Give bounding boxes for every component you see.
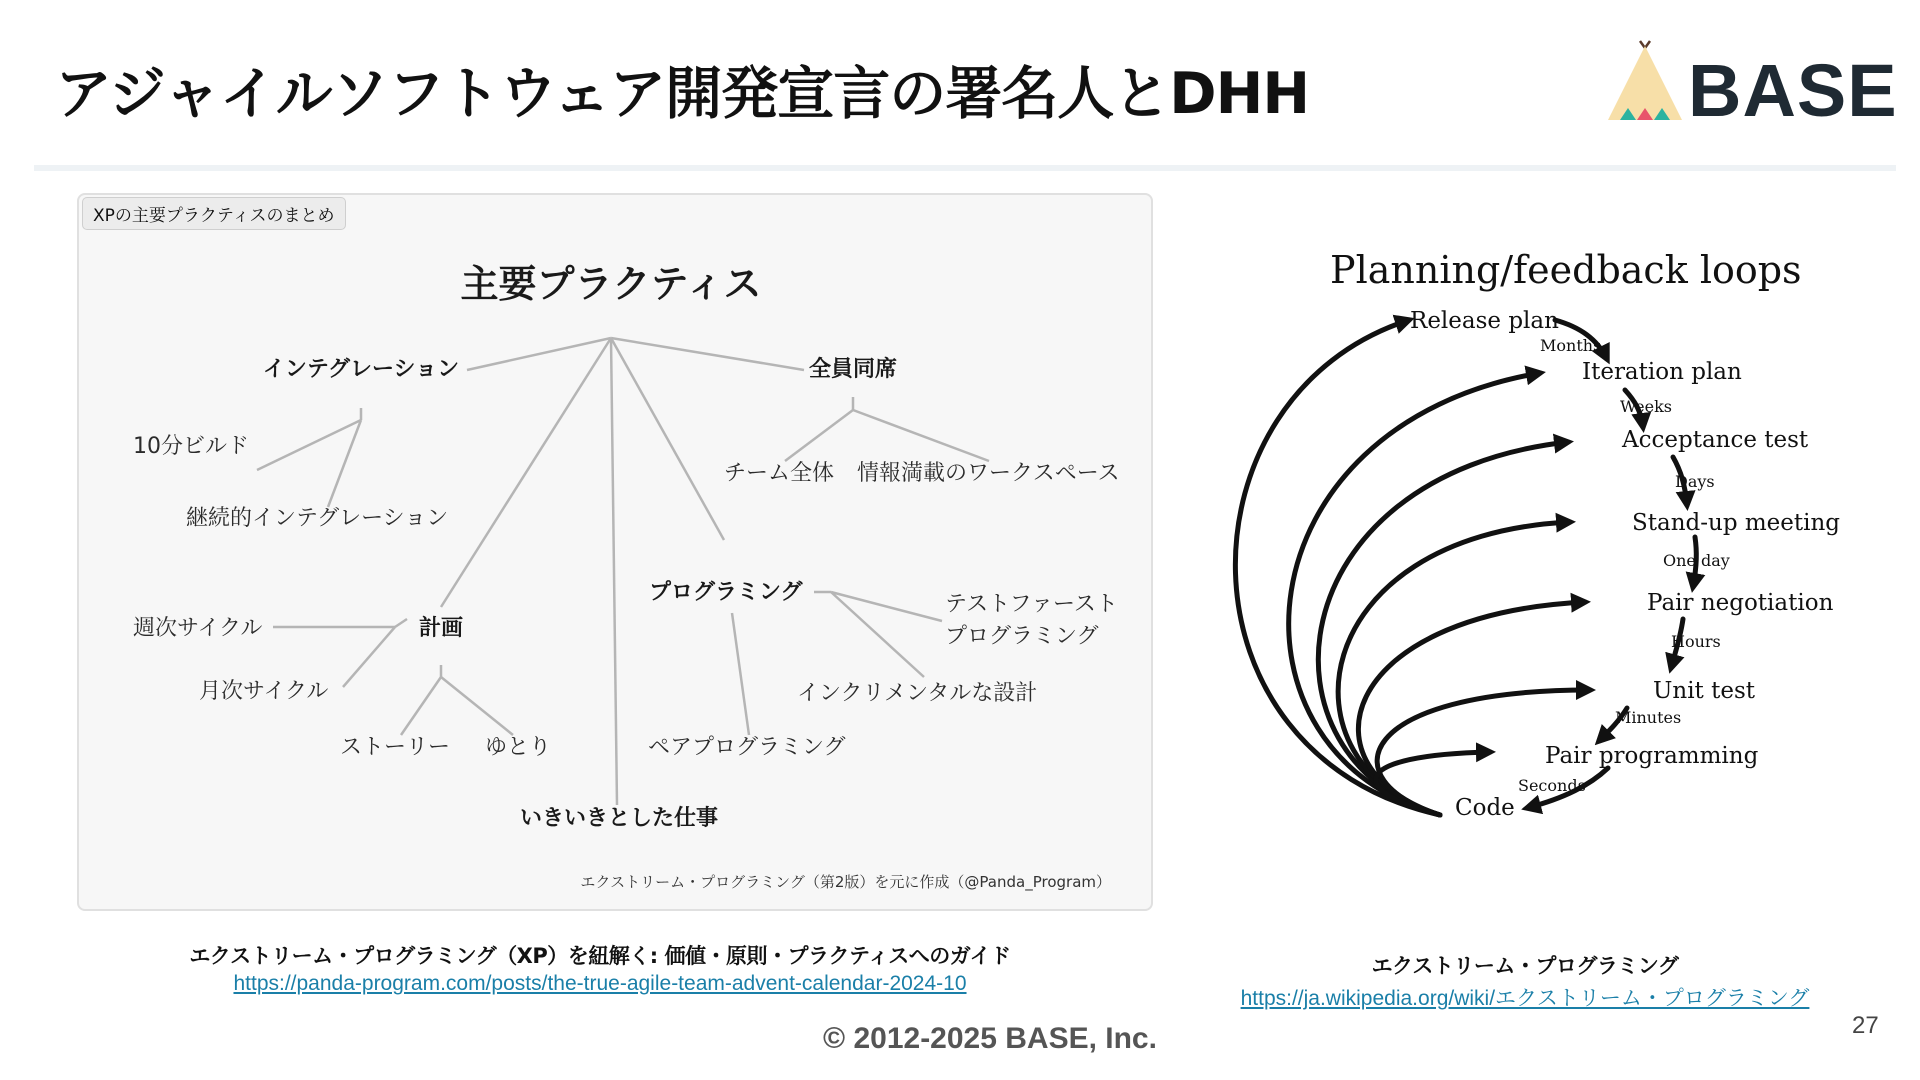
page-number: 27: [1852, 1012, 1879, 1039]
interval-one-day: One day: [1663, 551, 1730, 570]
brand-wordmark: BASE: [1688, 49, 1898, 132]
right-source-link[interactable]: https://ja.wikipedia.org/wiki/エクストリーム・プログラミング: [1240, 987, 1810, 1010]
stage-unit-test: Unit test: [1653, 678, 1756, 704]
right-caption: [1200, 950, 1850, 1012]
left-source-link[interactable]: https://panda-program.com/posts/the-true-agile-team-advent-calendar-2024-10: [233, 972, 967, 995]
loop-arcs: [1235, 320, 1590, 815]
branch-integration: インテグレーション: [262, 357, 460, 382]
loops-title: Planning/feedback loops: [1330, 248, 1802, 292]
header-divider: [34, 165, 1896, 171]
stage-stand-up-meeting: Stand-up meeting: [1632, 510, 1841, 536]
mindmap-root: 主要プラクティス: [460, 262, 762, 306]
leaf-test-first: テストファースト: [945, 592, 1118, 617]
feedback-loops-diagram: [1195, 235, 1875, 835]
interval-minutes: Minutes: [1615, 708, 1682, 727]
stage-iteration-plan: Iteration plan: [1582, 359, 1742, 385]
leaf-stories: ストーリー: [340, 735, 451, 760]
leaf-incremental-design: インクリメンタルな設計: [797, 681, 1038, 706]
interval-seconds: Seconds: [1518, 776, 1586, 795]
leaf-continuous-integration: 継続的インテグレーション: [186, 506, 449, 531]
leaf-pair-programming: ペアプログラミング: [648, 735, 846, 760]
leaf-test-first-programming: プログラミング: [945, 624, 1099, 649]
leaf-informative-workspace: 情報満載のワークスペース: [857, 461, 1120, 486]
interval-weeks: Weeks: [1620, 397, 1672, 416]
branch-planning: 計画: [418, 616, 464, 641]
stage-release-plan: Release plan: [1410, 308, 1559, 334]
branch-sit-together: 全員同席: [808, 357, 898, 382]
branch-programming: プログラミング: [649, 580, 803, 605]
leaf-10-minute-build: 10分ビルド: [133, 434, 249, 459]
tent-icon: [1600, 40, 1690, 130]
figure-credit: エクストリーム・プログラミング（第2版）を元に作成（@Panda_Program）: [580, 873, 1111, 891]
leaf-whole-team: チーム全体: [724, 461, 835, 486]
slide-title: アジャイルソフトウェア開発宣言の署名人とDHH: [55, 61, 1310, 127]
interval-days: Days: [1675, 472, 1715, 491]
practices-mindmap: [79, 195, 1155, 913]
xp-practices-figure: [77, 193, 1153, 911]
interval-months: Months: [1540, 336, 1602, 355]
left-caption: [100, 940, 1100, 996]
leaf-weekly-cycle: 週次サイクル: [133, 616, 263, 641]
stage-pair-programming: Pair programming: [1545, 743, 1759, 769]
copyright-footer: © 2012-2025 BASE, Inc.: [823, 1022, 1157, 1055]
leaf-monthly-cycle: 月次サイクル: [199, 679, 329, 704]
stage-code: Code: [1455, 795, 1515, 821]
leaf-slack: ゆとり: [485, 735, 552, 760]
figure-tag: XPの主要プラクティスのまとめ: [82, 197, 346, 230]
stage-acceptance-test: Acceptance test: [1622, 427, 1809, 453]
branch-energized-work: いきいきとした仕事: [519, 806, 719, 831]
stage-pair-negotiation: Pair negotiation: [1647, 590, 1834, 616]
right-caption-title: エクストリーム・プログラミング: [1371, 954, 1679, 978]
left-caption-title: エクストリーム・プログラミング（XP）を紐解く: 価値・原則・プラクティスへのガイド: [189, 944, 1011, 968]
base-logo: [1600, 40, 1898, 132]
interval-hours: Hours: [1671, 632, 1721, 651]
